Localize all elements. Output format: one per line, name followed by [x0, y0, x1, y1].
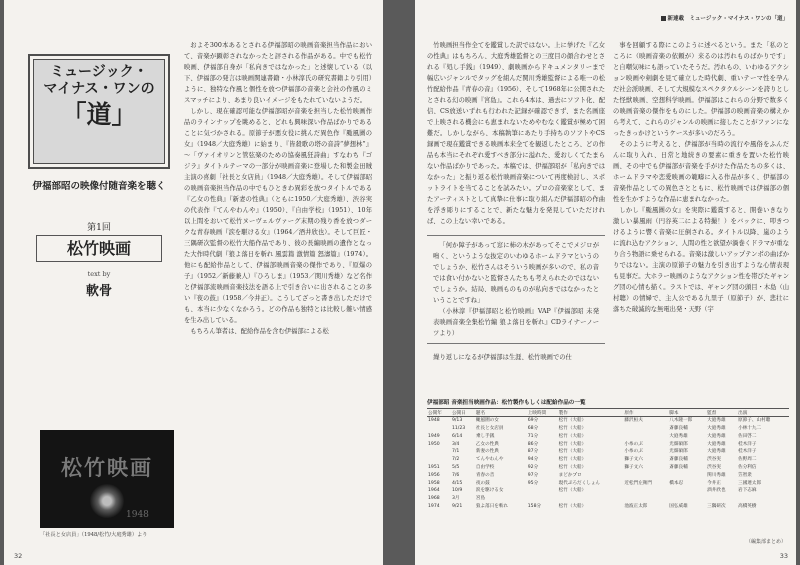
table-cell: 68分	[527, 426, 539, 432]
table-cell: 新妻の性典	[475, 449, 499, 455]
table-cell	[737, 495, 789, 503]
table-cell: 10/9	[451, 488, 463, 494]
table-cell: 社長と女店員	[475, 426, 504, 432]
table-cell: 涙を駆ける女	[475, 488, 504, 494]
table-cell	[623, 472, 668, 480]
table-cell: 3/4	[451, 441, 460, 447]
filmography-table	[427, 398, 789, 511]
running-head: 新連載 ミュージック・マイナス・ワンの「道」	[661, 14, 788, 22]
table-header-cell: 題名	[475, 409, 527, 417]
table-cell: 松竹（大船）	[558, 465, 587, 471]
table-cell	[668, 487, 706, 495]
table-cell: 大庭秀雄	[669, 433, 688, 439]
still-year-text: 1948	[126, 510, 149, 520]
left-page	[4, 0, 383, 565]
article-subtitle: 伊福部昭の映像付随音楽を聴く	[32, 181, 166, 192]
table-cell: 1950	[428, 441, 440, 447]
table-cell: 大庭秀雄	[707, 418, 726, 424]
table-row	[427, 464, 789, 472]
table-cell: 大庭秀雄	[707, 426, 726, 432]
paragraph: そのように考えると、伊福部が当時の流行や風俗をふんだんに取り入れ、日常と地続きの要素に重きを置いた松竹映画、その中でも伊福部が音楽を手がけた作品たちの多くは、ホームドラマや恋愛映画の範疇に入る作品が多く、伊福部の音楽作品としての異色さとともに、松竹映画では伊福部の個性を生かすような作品に恵まれなかった。	[613, 141, 789, 203]
table-row	[427, 448, 789, 456]
table-cell: 松竹（大船）	[558, 457, 587, 463]
table-cell: 近松門左衛門	[624, 480, 652, 486]
table-header-cell: 製作	[558, 409, 624, 417]
table-row	[427, 472, 789, 480]
table-cell: まどかプロ	[558, 472, 582, 478]
series-number: 第1回	[87, 223, 111, 233]
table-cell: 9/21	[451, 504, 463, 510]
table-row	[427, 487, 789, 495]
table-cell: 佐分利信	[738, 465, 757, 471]
table-cell: 69分	[527, 418, 539, 424]
body-text-right-col2	[613, 40, 789, 388]
table-cell: 松竹（大船）	[558, 418, 587, 424]
table-cell: 三國連太郎	[738, 480, 762, 486]
table-cell: 大庭秀雄	[707, 449, 726, 455]
table-cell: 橋本忍	[669, 480, 684, 486]
table-cell: 95分	[527, 480, 539, 486]
table-cell: 斎藤良輔	[669, 457, 688, 463]
still-flower-graphic	[90, 484, 124, 518]
table-cell: 1948	[428, 418, 440, 424]
table-cell: 関川秀雄	[707, 472, 726, 478]
paragraph: およそ300本あるとされる伊福部昭の映画音楽担当作品において、音楽が顕彰されなかったと評される作品がある。中でも松竹映画、伊福部自身が「私向きではなかった」と述懐している（以下、伊福部の発言は映画関連書籍・小林淳氏の研究書籍より引用）ように、独特な作風と個性を放つ伊福部の音楽と会社の作風のミスマッチにより、あまり良いイメージをもたれていないようだ。	[184, 42, 372, 104]
table-cell: 斎藤良輔	[669, 426, 688, 432]
table-cell: 光畑碩郎	[669, 449, 688, 455]
paragraph: しかし『颱風圏の女』を実際に鑑賞すると、開巻いきなり激しい暴風雨（円谷英二による特撮！）をバックに、叩きつけるように響く音楽に圧倒される。タイトル以降、嵐のように流れ込むアクション、人間の性と欲望が渦巻くドラマが重なり合う物語に乗せられる。音楽は激しいアップテンポの曲ばかりではない。主演の原節子の魅力を引き出すような心情表現も見事だ。大ホラー映画のようなアクション性を帯びたギャング団の心情も描く。ラストでは、ギャング団の頭目・木島（山村聰）の情婦で、主人公である九里子（原節子）が、悲壮に落ちた破滅的な無電出発・天野（宇	[613, 207, 789, 313]
table-cell	[706, 495, 737, 503]
title-box	[28, 54, 170, 169]
author-name: 軟骨	[85, 284, 112, 299]
table-cell: 3月	[451, 496, 460, 502]
table-cell: 酒井欣也	[707, 488, 726, 494]
table-cell	[427, 448, 451, 456]
table-cell	[668, 472, 706, 480]
table-cell: 158分	[527, 504, 542, 510]
table-row	[427, 433, 789, 441]
table-header-cell: 脚本	[668, 409, 706, 417]
table-cell: 小糸のぶ	[624, 441, 643, 447]
table-cell: 佐田啓二	[738, 433, 757, 439]
table-cell: 三隅研次	[707, 504, 726, 510]
table-cell: 光畑碩郎	[669, 441, 688, 447]
table-cell: 渋谷実	[707, 457, 721, 463]
table-cell	[427, 425, 451, 433]
table-cell: 94分	[527, 457, 539, 463]
table-cell: 大庭秀雄	[707, 441, 726, 447]
series-title: 松竹映画	[36, 235, 162, 262]
table-cell: 4/15	[451, 480, 463, 486]
table-cell: 狼よ落日を斬れ	[475, 504, 509, 510]
table-cell: 1974	[428, 504, 440, 510]
title-line-3: 「道」	[61, 100, 137, 130]
table-cell: 松竹（大船）	[558, 504, 587, 510]
paragraph: 事を回顧する際にこのように述べるという。また「私のところに（映画音楽の依頼が）来るのは汚れものばかりです」と自嘲気味にも語っていたそうだ。汚れもの、いわゆるアクション映画や剣劇を見て確立した時代劇、重いテーマ性を孕んだ社会派映画、そして大規模なスペクタクルシーンを誇りとした怪獣映画、空想科学映画。伊福部はこれらの分野で数多くの映画音楽の傑作をものにした。伊福部の映画音楽の構えから考えて、これらのジャンルの映画に接したことがファンになったきっかけというケースが多いのだろう。	[613, 42, 789, 137]
table-cell: 岩下志麻	[738, 488, 757, 494]
table-cell: 11/23	[451, 426, 466, 432]
table-cell: 佐野周二	[738, 457, 757, 463]
square-icon	[661, 16, 666, 21]
table-cell: 藤沢桓夫	[624, 418, 643, 424]
table-cell: 今井正	[707, 480, 721, 486]
table-cell: 87分	[527, 449, 539, 455]
table-cell: 5/5	[451, 465, 460, 471]
table-cell	[623, 425, 668, 433]
body-text-right-col1	[427, 40, 605, 388]
table-cell: 八木隆一郎	[669, 418, 693, 424]
quote-block	[427, 235, 605, 344]
paragraph: もちろん筆者は、配給作品を含む伊福部による松	[190, 328, 329, 335]
table-cell	[427, 456, 451, 464]
table-cell: 大庭秀雄	[707, 433, 726, 439]
image-caption: 「社長と女店員」（1948/松竹/大庭秀雄）より	[40, 532, 148, 538]
table-cell: 松竹（大船）	[558, 441, 587, 447]
table-cell: 92分	[527, 465, 539, 471]
paragraph: 竹映画担当作全てを鑑賞した訳ではない。上に挙げた『乙女の性典』はもちろん、大庭秀雄監督との三度目の顔合わせとされる『処し手銭』（1949）、劇映画からドキュメンタリーまで幅広いジャンルでタッグを組んだ関川秀雄監督による唯一の松竹配給作品『青春の音』（1956）、そして1968年に公開されたとされる幻の映画『宮島』。これら4本は、過去にソフト化、配信、CS放送いずれも行われた記録が確認できず、また名画座で上映される機会にも恵まれないためやむなく鑑賞が極めて困難だ。しかしながら、本稿執筆にあたり手持ちのソフトやCS録画で現在鑑賞できる映画本来全てを観返したところ、どの作品も本当にそれぞれ愛すべき部分に溢れた、愛おしくてたまらない作品ばかりであった。本稿では、伊福部昭が「私向きではなかった」と振り返る松竹映画音楽について再度検討し、スポットライトを当てることを試みたい。プロの音楽家として、またアーティストとして真摯に仕事に取り組んだ伊福部昭の作曲を浮き彫りにすることで、新たな魅力を発見していただければ、この上ない幸いである。	[427, 42, 605, 225]
table-cell: 7/6	[451, 472, 460, 478]
table-cell: 71分	[527, 433, 539, 439]
table-header-row	[427, 409, 789, 417]
table-cell: 乗し手銭	[475, 433, 495, 439]
table-header-cell: 監督	[706, 409, 737, 417]
table-cell: 1956	[428, 472, 440, 478]
table-cell: 高橋英樹	[738, 504, 757, 510]
still-title-text: 松竹映画	[61, 456, 153, 480]
table-cell: 9/13	[451, 418, 463, 424]
table-row	[427, 456, 789, 464]
table-row	[427, 417, 789, 425]
table-cell	[527, 487, 558, 495]
table-cell	[623, 487, 668, 495]
film-still-image	[40, 430, 174, 528]
quote-source: （小林淳『伊福部昭と松竹映画』VAP『伊福部昭 未発表映画音楽全集松竹編 狼よ落日を斬れ』CDライナーノーツより）	[433, 308, 599, 337]
table-cell: 池波正太郎	[624, 504, 648, 510]
table-cell: 斎藤良輔	[669, 465, 688, 471]
body-text-left	[184, 40, 372, 540]
table-cell: 松竹（大船）	[558, 433, 587, 439]
table-cell	[527, 495, 558, 503]
quote-text: 「何か障子があって窓に柿の木があってそこでメジロが鳴く、というような抜定のいわゆるホームドラマというのでしょうか、松竹さんはそういう映画が多いので、私の音では食い付かないと監督さんたちも考えられたのではないでしょうか。結局、映画ものものが私向きではなかったということですね」	[433, 242, 599, 304]
table-cell: 松竹（大船）	[558, 426, 587, 432]
table-cell: 獅子文六	[624, 457, 643, 463]
table-cell: 86分	[527, 441, 539, 447]
table-cell: 7/1	[451, 449, 460, 455]
table-cell: 颱風圏の女	[475, 418, 499, 424]
table-header-cell: 出演	[737, 409, 789, 417]
table-header-cell: 公開年	[427, 409, 451, 417]
table-header-cell: 公開日	[451, 409, 475, 417]
table-cell: 現代ぷろだくしょん	[558, 480, 601, 486]
table-note: （編集部まとめ）	[745, 539, 786, 545]
right-page	[415, 0, 796, 565]
table-cell: 青春の音	[475, 472, 495, 478]
table-header-cell: 上映時間	[527, 409, 558, 417]
table-row	[427, 425, 789, 433]
title-line-2: マイナス・ワンの	[43, 81, 155, 98]
table-cell: 97分	[527, 472, 539, 478]
table-cell: 1964	[428, 488, 440, 494]
table-cell: 小糸のぶ	[624, 449, 643, 455]
table-body	[427, 417, 789, 511]
page-number-left: 32	[14, 552, 23, 560]
table-cell: 1968	[428, 496, 440, 502]
table-cell: 7/2	[451, 457, 460, 463]
paragraph: 繰り返しになるが伊福部は生涯、松竹映画での仕	[433, 354, 572, 361]
table-cell: 1958	[428, 480, 440, 486]
table-cell	[558, 495, 624, 503]
table-cell: 渋谷実	[707, 465, 721, 471]
table-cell: 獅子文六	[624, 465, 643, 471]
table-cell: 原節子、山村聰	[738, 418, 771, 424]
table-cell: てんやわんや	[475, 457, 504, 463]
page-number-right: 33	[779, 552, 788, 560]
table-cell: 6/14	[451, 433, 463, 439]
table-cell: 小林十九二	[738, 426, 762, 432]
table-cell: 笠智衆	[738, 472, 752, 478]
table-cell: 桂木洋子	[738, 449, 757, 455]
table-cell: 松竹（大船）	[558, 488, 587, 494]
table-cell	[623, 433, 668, 441]
table-cell: 1951	[428, 465, 440, 471]
table-row	[427, 440, 789, 448]
table-cell: 桂木洋子	[738, 441, 757, 447]
table-cell	[668, 495, 706, 503]
table-header-cell: 原作	[623, 409, 668, 417]
table-cell	[623, 495, 668, 503]
text-by-label: text by	[87, 270, 111, 278]
table-cell: 宮島	[475, 496, 486, 502]
table-cell: 国弘威雄	[669, 504, 688, 510]
title-line-1: ミュージック・	[50, 64, 148, 80]
table-cell: 1949	[428, 433, 440, 439]
table-cell: 松竹（大船）	[558, 449, 587, 455]
filmography-grid	[427, 408, 789, 511]
table-row	[427, 495, 789, 503]
table-title: 伊福部昭 音楽担当映画作品：松竹製作もしくは配給作品の一覧	[427, 400, 586, 406]
table-row	[427, 503, 789, 511]
table-cell: 夜の鼓	[475, 480, 490, 486]
table-row	[427, 479, 789, 487]
table-cell: 乙女の性典	[475, 441, 499, 447]
paragraph: しかし、現在確認可能な伊福部昭が音楽を担当した松竹映画作品のラインナップを眺めると、どれも興味深い作品ばかりであることに気づかされる。原節子が悪女役に挑んだ異色作『颱風圏の女』（1948／大庭秀雄）に始まり、『皆殺歌の塔の音詩“夢想林”』～「ヴァイオリンと管弦楽のための協奏風狂詩曲」すなわち『ゴジラ』タイトルテーマの一部分が映画音楽に登場した和製金田賊主演の喜劇「社長と女店員」（1948／大庭秀雄）。そして伊福部昭の映画音楽担当作品の中でもひときわ異彩を放つタイトルである『乙女の性典』『新妻の性典』（ともに1950／大庭秀雄）、渋谷実の代表作『てんやわんや』（1950）、『自由学校』（1951）、10年以上間をおいて松竹ヌーヴェルヴァーグ末期の残り香を放つダークな青春映画『涙を駆ける女』（1964／酒井欣也）。そして巨匠・三隅研次監督の松竹大船作品であり、彼の長編映画の遺作となった大作時代劇『狼よ落日を斬れ 風雲篇 激情篇 怒濤篇』（1974）。他にも配給作品として、伊福部映画音楽の傑作であり、『原爆の子』（1952／新藤兼人）『ひろしま』（1953／関川秀雄）など名作と伊福部流映画音楽技法を語る上で引き合いに出されることの多い『夜の鼓』（1958／今井正）。こうしてざっと書き出しただけでも、本当に少なくなかろう。どの作品も独特とは比較し難い情感を生み出している。	[184, 108, 372, 324]
table-cell: 自由学校	[475, 465, 495, 471]
